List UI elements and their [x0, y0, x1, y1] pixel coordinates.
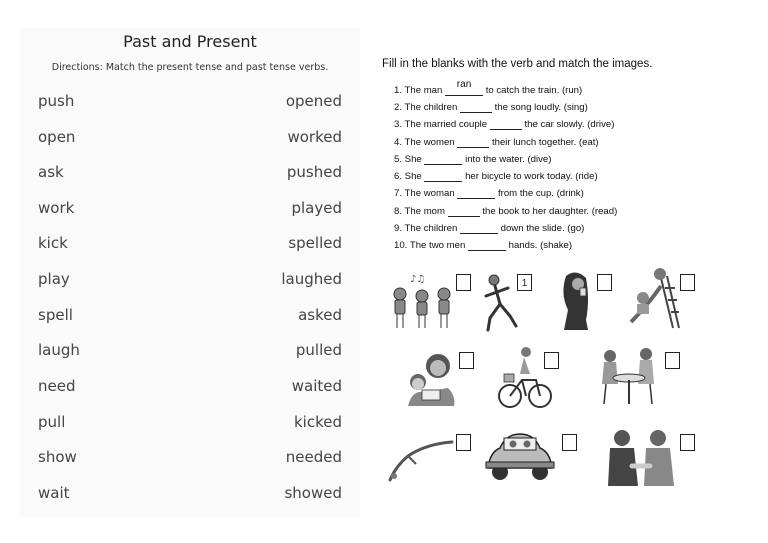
sentence — [394, 153, 551, 165]
answer-blank[interactable] — [424, 170, 462, 182]
sentence — [394, 101, 588, 113]
worksheet-directions: Directions: Match the present tense and past tense verbs. — [51, 62, 329, 73]
sentence-text: their lunch together. (eat) — [489, 137, 599, 148]
sentence — [394, 136, 599, 148]
verb-matching-worksheet — [20, 28, 360, 518]
past-verb: waited — [291, 377, 342, 395]
answer-blank[interactable] — [460, 222, 498, 234]
past-verb: needed — [285, 448, 342, 466]
present-verb: show — [38, 448, 77, 466]
worksheet-instructions: Fill in the blanks with the verb and match the images. — [382, 58, 653, 70]
svg-text:♪♫: ♪♫ — [410, 274, 426, 285]
sentence-text: the book to her daughter. (read) — [479, 206, 618, 217]
women-eating-picture — [598, 344, 660, 408]
past-verb: played — [291, 199, 342, 217]
sentence-text: 4. The women — [394, 137, 458, 148]
match-box[interactable] — [456, 274, 471, 291]
answer-blank[interactable] — [460, 101, 492, 113]
sentence-text: 1. The man — [394, 85, 446, 96]
present-verb: push — [38, 92, 75, 110]
sentence-text: down the slide. (go) — [497, 223, 585, 234]
match-box[interactable] — [562, 434, 577, 451]
present-verb: wait — [38, 484, 70, 502]
answer-blank[interactable] — [457, 187, 495, 199]
past-verb: worked — [287, 128, 342, 146]
sentence-text: into the water. (dive) — [462, 154, 552, 165]
present-verb: kick — [38, 234, 68, 252]
answer-blank[interactable] — [445, 79, 483, 96]
sentence-text: 8. The mom — [394, 206, 448, 217]
couple-driving-picture — [482, 428, 558, 490]
answer-blank[interactable] — [448, 205, 480, 217]
man-running-picture — [480, 272, 520, 334]
present-verb: work — [38, 199, 75, 217]
sentence-text: 3. The married couple — [394, 119, 490, 130]
past-verb: spelled — [288, 234, 342, 252]
present-verb: spell — [38, 306, 73, 324]
sentence-text: to catch the train. (run) — [483, 85, 583, 96]
sentence — [394, 187, 584, 199]
mom-reading-picture — [402, 350, 460, 408]
answer-blank[interactable] — [424, 153, 462, 165]
match-box[interactable] — [456, 434, 471, 451]
present-verb: ask — [38, 163, 64, 181]
sentence-text: 7. The woman — [394, 188, 458, 199]
sentence — [394, 239, 572, 251]
sentence — [394, 170, 598, 182]
sentence-text: from the cup. (drink) — [495, 188, 584, 199]
woman-drinking-picture — [556, 270, 598, 332]
woman-diving-picture — [386, 436, 456, 484]
answer-blank[interactable] — [468, 239, 506, 251]
sentence — [394, 222, 584, 234]
sentence — [394, 118, 614, 130]
sentence-text: the car slowly. (drive) — [521, 119, 615, 130]
past-verb: opened — [285, 92, 342, 110]
worksheet-title: Past and Present — [123, 32, 257, 51]
sentence-text: her bicycle to work today. (ride) — [462, 171, 598, 182]
match-box[interactable] — [665, 352, 680, 369]
match-box[interactable] — [597, 274, 612, 291]
match-box[interactable] — [680, 434, 695, 451]
present-verb: need — [38, 377, 76, 395]
match-box[interactable] — [459, 352, 474, 369]
past-verb: pulled — [295, 341, 342, 359]
sentence-text: 6. She — [394, 171, 425, 182]
answer-blank[interactable] — [457, 136, 489, 148]
sentence-text: 9. The children — [394, 223, 460, 234]
children-slide-picture — [627, 266, 683, 332]
present-verb: pull — [38, 413, 66, 431]
past-verb: laughed — [281, 270, 342, 288]
answer-text: ran — [456, 79, 472, 90]
sentence-text: the song loudly. (sing) — [491, 102, 588, 113]
fill-in-blanks-worksheet — [372, 0, 768, 543]
sentence-text: 10. The two men — [394, 240, 468, 251]
sentence-text: hands. (shake) — [505, 240, 573, 251]
present-verb: open — [38, 128, 76, 146]
children-singing-picture — [386, 272, 458, 334]
present-verb: laugh — [38, 341, 80, 359]
past-verb: kicked — [293, 413, 342, 431]
present-verb: play — [38, 270, 70, 288]
match-box[interactable] — [544, 352, 559, 369]
past-verb: pushed — [286, 163, 342, 181]
sentence-text: 2. The children — [394, 102, 460, 113]
past-verb: asked — [298, 306, 342, 324]
sentence-text: 5. She — [394, 154, 425, 165]
match-box[interactable]: 1 — [517, 274, 532, 291]
match-box[interactable] — [680, 274, 695, 291]
sentence — [394, 205, 617, 217]
sentence — [394, 79, 583, 96]
men-shaking-hands-picture — [606, 428, 676, 488]
answer-blank[interactable] — [490, 118, 522, 130]
past-verb: showed — [284, 484, 342, 502]
